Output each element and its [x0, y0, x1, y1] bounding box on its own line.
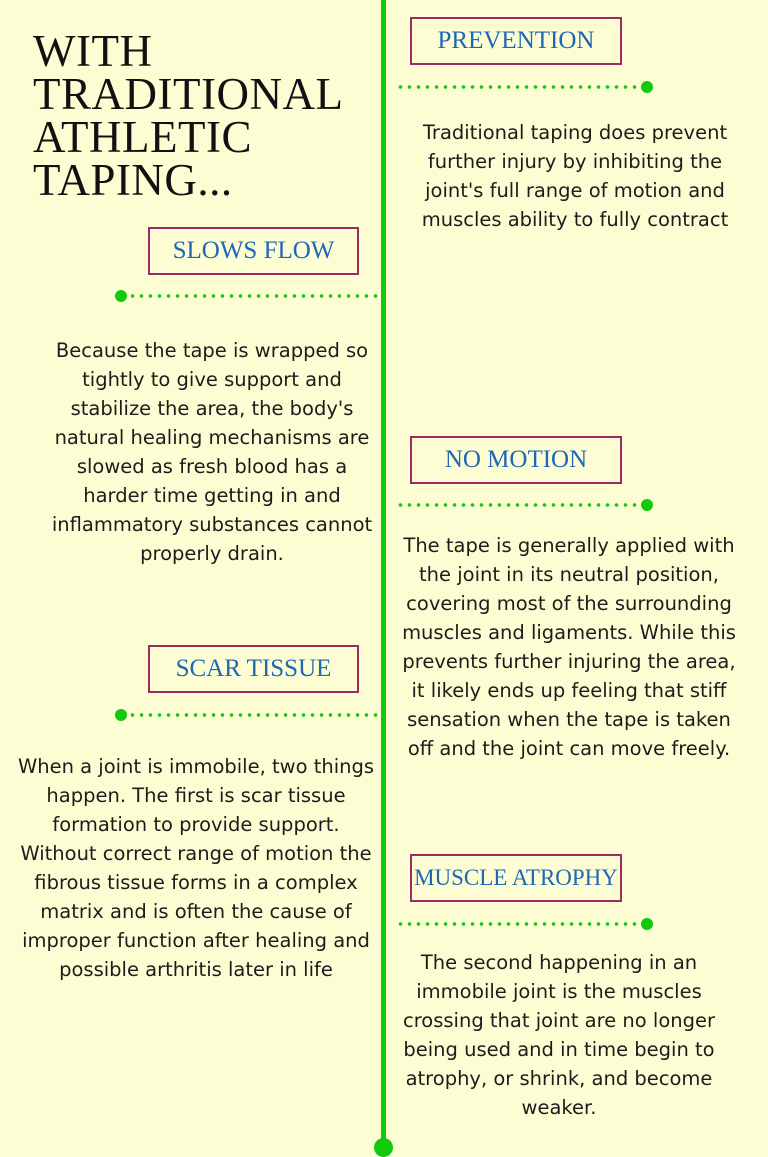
- scar-tissue-text: When a joint is immobile, two things happen. The first is scar tissue formation to provide support. Without correct range of motion the fibrous tissue forms in a complex matrix and is often the cause of improper function after healing and possible arthritis later in life: [17, 755, 375, 981]
- muscle-atrophy-text: The second happening in an immobile joint is the muscles crossing that joint are no longer being used and in time begin to atrophy, or shrink, and become weaker.: [403, 951, 715, 1119]
- prevention-label: PREVENTION: [410, 17, 622, 65]
- scar-tissue-label: SCAR TISSUE: [148, 645, 359, 693]
- slows-flow-label: SLOWS FLOW: [148, 227, 359, 275]
- slows-flow-connector: [115, 290, 378, 302]
- muscle-atrophy-label: MUSCLE ATROPHY: [410, 854, 622, 902]
- scar-tissue-connector: [115, 709, 378, 721]
- prevention-connector-dot: [641, 81, 653, 93]
- slows-flow-connector-dot: [115, 290, 127, 302]
- slows-flow-text: Because the tape is wrapped so tightly to give support and stabilize the area, the body's natural healing mechanisms are slowed as fresh blood has a harder time getting in and inflammatory substances cannot properly drain.: [51, 339, 373, 565]
- page-title: WITH TRADITIONAL ATHLETIC TAPING...: [33, 26, 344, 205]
- muscle-atrophy-connector: [396, 918, 654, 930]
- prevention-connector: [396, 81, 654, 93]
- no-motion-connector: [396, 499, 654, 511]
- no-motion-text: The tape is generally applied with the joint in its neutral position, covering most of the surrounding muscles and ligaments. While this prevents further injuring the area, it likely ends up feeling that stiff sensation when the tape is taken off and the joint can move freely.: [402, 534, 736, 760]
- prevention-text: Traditional taping does prevent further injury by inhibiting the joint's full range of motion and muscles ability to fully contract: [421, 121, 729, 231]
- muscle-atrophy-connector-dot: [641, 918, 653, 930]
- timeline-end-dot: [374, 1138, 393, 1157]
- timeline-line: [381, 0, 386, 1152]
- no-motion-connector-dot: [641, 499, 653, 511]
- no-motion-label: NO MOTION: [410, 436, 622, 484]
- scar-tissue-connector-dot: [115, 709, 127, 721]
